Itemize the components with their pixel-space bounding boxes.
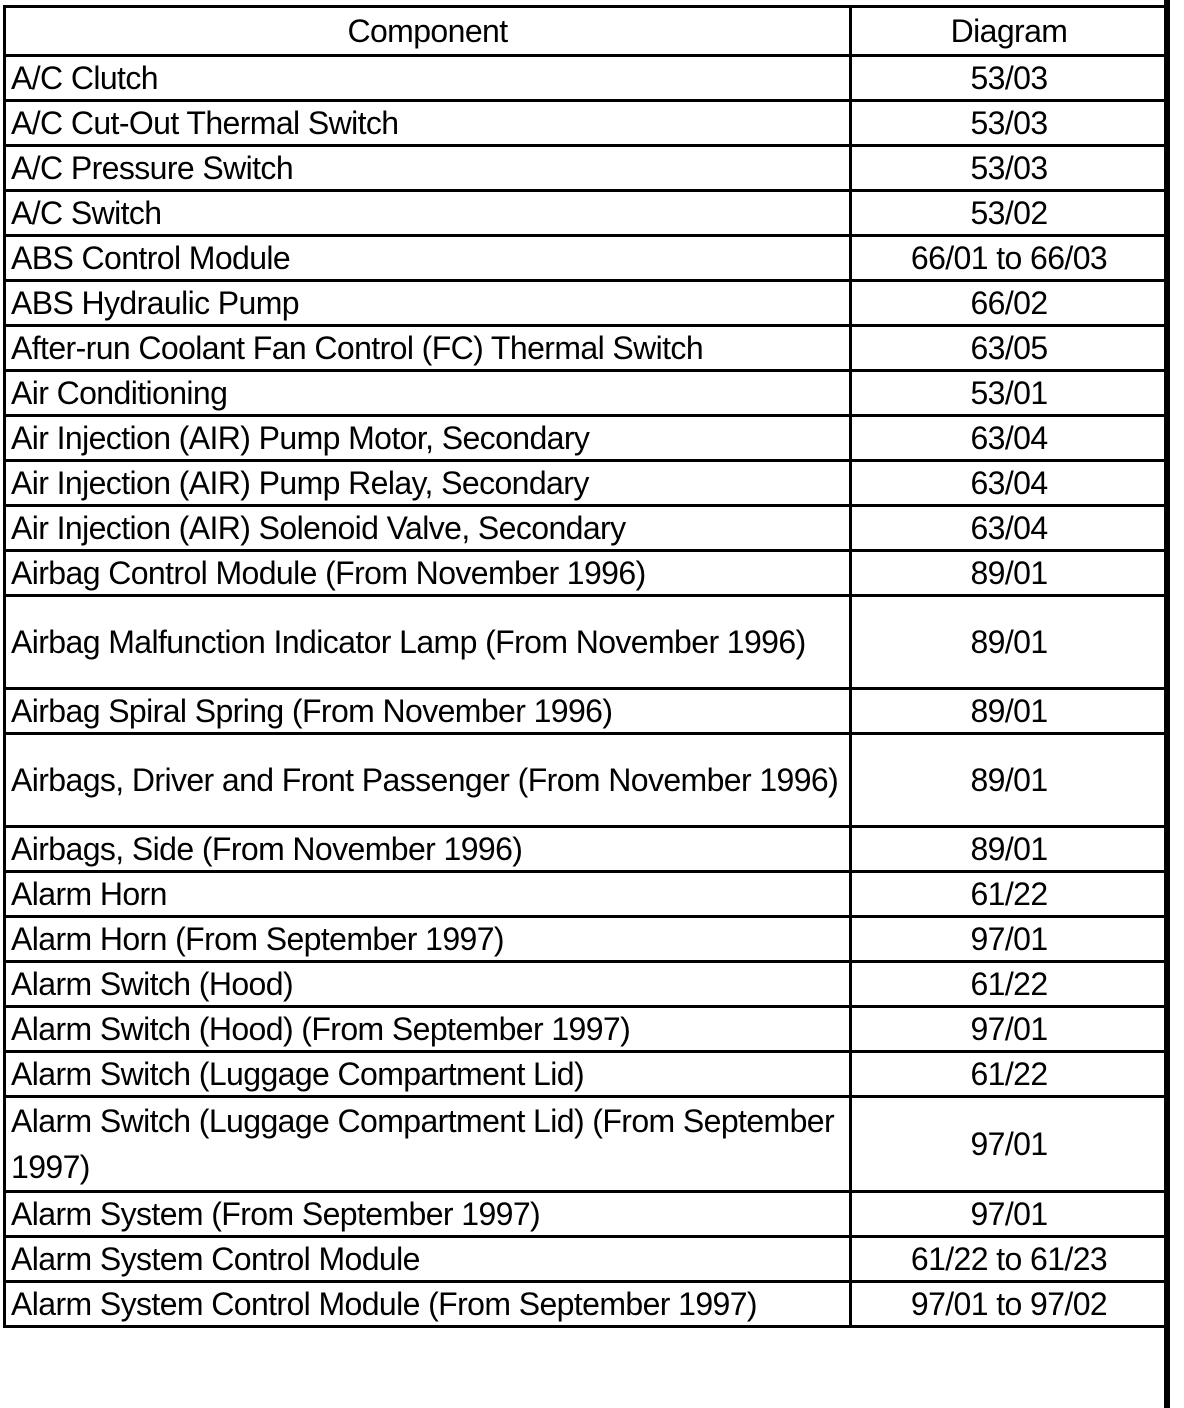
component-cell: Airbag Spiral Spring (From November 1996): [5, 689, 851, 734]
table-header-row: [5, 7, 1168, 56]
table-row: [5, 191, 1168, 236]
component-cell: Air Conditioning: [5, 371, 851, 416]
component-cell: A/C Clutch: [5, 56, 851, 101]
component-cell: After-run Coolant Fan Control (FC) Thermal Switch: [5, 326, 851, 371]
component-cell: Alarm Switch (Hood) (From September 1997): [5, 1007, 851, 1052]
table-row: [5, 56, 1168, 101]
diagram-cell: 66/02: [851, 281, 1168, 326]
diagram-cell: 53/03: [851, 146, 1168, 191]
diagram-cell: 63/04: [851, 416, 1168, 461]
component-cell: Alarm System (From September 1997): [5, 1192, 851, 1237]
component-cell: Air Injection (AIR) Pump Motor, Secondary: [5, 416, 851, 461]
table-row: [5, 1237, 1168, 1282]
component-index-table: [3, 5, 1169, 1328]
page-edge-bar: [1164, 0, 1170, 1408]
diagram-column-header: Diagram: [851, 7, 1168, 56]
component-cell: Alarm Switch (Luggage Compartment Lid): [5, 1052, 851, 1097]
diagram-cell: 63/04: [851, 461, 1168, 506]
diagram-cell: 61/22 to 61/23: [851, 1237, 1168, 1282]
diagram-cell: 97/01: [851, 1007, 1168, 1052]
component-cell: Air Injection (AIR) Pump Relay, Secondary: [5, 461, 851, 506]
table-row: [5, 326, 1168, 371]
component-cell: Airbag Malfunction Indicator Lamp (From November 1996): [5, 596, 851, 689]
diagram-cell: 89/01: [851, 551, 1168, 596]
component-cell: Alarm Switch (Luggage Compartment Lid) (From September 1997): [5, 1097, 851, 1192]
table-row: [5, 461, 1168, 506]
diagram-cell: 63/04: [851, 506, 1168, 551]
table-row: [5, 236, 1168, 281]
table-row: [5, 1282, 1168, 1327]
diagram-cell: 53/03: [851, 101, 1168, 146]
table-row: [5, 872, 1168, 917]
component-cell: ABS Hydraulic Pump: [5, 281, 851, 326]
component-cell: Airbags, Side (From November 1996): [5, 827, 851, 872]
diagram-cell: 89/01: [851, 596, 1168, 689]
component-cell: A/C Cut-Out Thermal Switch: [5, 101, 851, 146]
diagram-cell: 89/01: [851, 827, 1168, 872]
diagram-cell: 53/02: [851, 191, 1168, 236]
component-cell: Alarm System Control Module: [5, 1237, 851, 1282]
diagram-cell: 97/01 to 97/02: [851, 1282, 1168, 1327]
diagram-cell: 89/01: [851, 734, 1168, 827]
component-cell: Alarm Horn: [5, 872, 851, 917]
diagram-cell: 66/01 to 66/03: [851, 236, 1168, 281]
diagram-cell: 61/22: [851, 962, 1168, 1007]
diagram-cell: 61/22: [851, 872, 1168, 917]
component-cell: Alarm Horn (From September 1997): [5, 917, 851, 962]
component-cell: A/C Switch: [5, 191, 851, 236]
table-row: [5, 917, 1168, 962]
diagram-cell: 63/05: [851, 326, 1168, 371]
diagram-cell: 97/01: [851, 1097, 1168, 1192]
table-row: [5, 101, 1168, 146]
component-cell: A/C Pressure Switch: [5, 146, 851, 191]
diagram-cell: 97/01: [851, 1192, 1168, 1237]
table-row: [5, 1052, 1168, 1097]
component-column-header: Component: [5, 7, 851, 56]
table-row: [5, 551, 1168, 596]
table-row: [5, 1097, 1168, 1192]
table-row: [5, 962, 1168, 1007]
table-row: [5, 416, 1168, 461]
table-row: [5, 146, 1168, 191]
component-cell: Airbags, Driver and Front Passenger (From November 1996): [5, 734, 851, 827]
table-row: [5, 506, 1168, 551]
component-cell: ABS Control Module: [5, 236, 851, 281]
diagram-cell: 97/01: [851, 917, 1168, 962]
diagram-cell: 89/01: [851, 689, 1168, 734]
diagram-cell: 61/22: [851, 1052, 1168, 1097]
diagram-cell: 53/01: [851, 371, 1168, 416]
component-cell: Alarm System Control Module (From September 1997): [5, 1282, 851, 1327]
table-row: [5, 281, 1168, 326]
table-row: [5, 1192, 1168, 1237]
table-row: [5, 371, 1168, 416]
component-cell: Alarm Switch (Hood): [5, 962, 851, 1007]
component-cell: Air Injection (AIR) Solenoid Valve, Secondary: [5, 506, 851, 551]
diagram-cell: 53/03: [851, 56, 1168, 101]
table-row: [5, 1007, 1168, 1052]
table-row: [5, 734, 1168, 827]
component-cell: Airbag Control Module (From November 1996): [5, 551, 851, 596]
table-row: [5, 596, 1168, 689]
table-row: [5, 827, 1168, 872]
table-row: [5, 689, 1168, 734]
